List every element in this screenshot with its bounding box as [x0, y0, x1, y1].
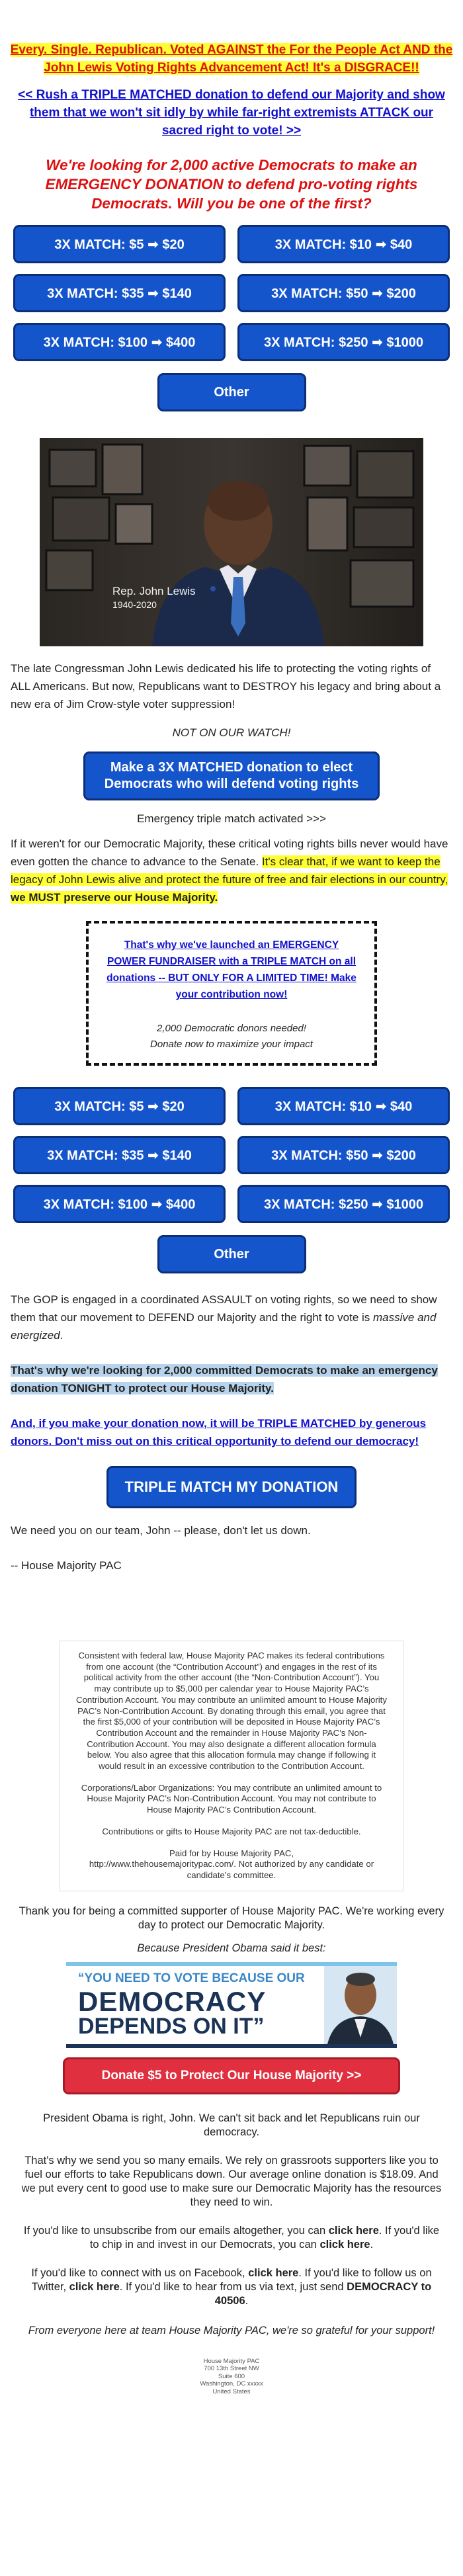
banner-quote-line1: “YOU NEED TO VOTE BECAUSE OUR [78, 1971, 305, 1985]
banner-quote-line2: DEMOCRACY [78, 1985, 267, 2017]
elect-democrats-button-label: Make a 3X MATCHED donation to elect Democrats who will defend voting rights [104, 760, 359, 791]
match-button-10[interactable]: 3X MATCH: $10 ➡ $40 [237, 1087, 450, 1125]
triple-match-paragraph-link[interactable]: And, if you make your donation now, it will be TRIPLE MATCHED by generous donors. Don't miss out on this critical opportunity to defend our democracy! [11, 1417, 427, 1447]
match-button-10[interactable]: 3X MATCH: $10 ➡ $40 [237, 225, 450, 263]
photo-scene [40, 438, 423, 646]
majority-paragraph: If it weren't for our Democratic Majority, these critical voting rights bills never would have even gotten the chance to advance to the Senate. It's clear that, if we want to keep the legacy of John Lewis alive and protect the future of free and fair elections in our country, we MUST preserve our House Majority. [11, 837, 448, 904]
mailing-address: House Majority PAC 700 13th Street NW Suite 600 Washington, DC xxxxx United States [200, 2357, 263, 2395]
obama-said-text: Because President Obama said it best: [137, 1942, 326, 1954]
match-button-grid-top [0, 225, 463, 361]
lewis-paragraph: The late Congressman John Lewis dedicated his life to protecting the voting rights of ALL Americans. But now, Republicans want to DESTROY his legacy and bring about a new era of Jim Crow-style voter suppression! [11, 662, 441, 710]
match-button-5[interactable]: 3X MATCH: $5 ➡ $20 [13, 1087, 226, 1125]
rush-donation-link[interactable]: << Rush a TRIPLE MATCHED donation to defend our Majority and show them that we won't sit idly by while far-right extremists ATTACK our sacred right to vote! >> [18, 88, 445, 138]
looking-for-text: We're looking for 2,000 active Democrats to make an EMERGENCY DONATION to defend pro-voting rights Democrats. Will you be one of the first? [45, 157, 418, 212]
match-button-grid-bottom [0, 1087, 463, 1223]
unsubscribe-text: If you'd like to unsubscribe from our emails altogether, you can click here. If you'd like to chip in and invest in our Democrats, you can click here. [23, 2224, 440, 2251]
donate-5-button[interactable] [63, 2057, 400, 2094]
legal-disclaimer [60, 1641, 403, 1891]
emergency-activated: Emergency triple match activated >>> [137, 812, 326, 825]
social-text: If you'd like to connect with us on Facebook, click here. If you'd like to follow us on Twitter, click here. If you'd like to hear from us via text, just send DEMOCRACY to 40506. [31, 2266, 432, 2307]
match-button-250[interactable]: 3X MATCH: $250 ➡ $1000 [237, 323, 450, 361]
facebook-link[interactable]: click here [248, 2266, 299, 2279]
match-button-100[interactable]: 3X MATCH: $100 ➡ $400 [13, 323, 226, 361]
twitter-link[interactable]: click here [69, 2280, 120, 2293]
match-button-50[interactable]: 3X MATCH: $50 ➡ $200 [237, 1136, 450, 1174]
match-button-35[interactable]: 3X MATCH: $35 ➡ $140 [13, 1136, 226, 1174]
match-button-5[interactable]: 3X MATCH: $5 ➡ $20 [13, 225, 226, 263]
donate-5-button-label: Donate $5 to Protect Our House Majority >> [101, 2068, 362, 2082]
signature: -- House Majority PAC [11, 1559, 122, 1572]
text-keyword: DEMOCRACY to 40506 [214, 2280, 432, 2307]
obama-quote-banner [66, 1962, 397, 2048]
committed-democrats-paragraph: That's why we're looking for 2,000 committed Democrats to make an emergency donation TONIGHT to protect our House Majority. [11, 1364, 438, 1395]
disclaimer-corporations: Corporations/Labor Organizations: You may contribute an unlimited amount to House Majority PAC’s Non-Contribution Account. You may not contribute to House Majority PAC’s Contribution Account. [81, 1782, 382, 1815]
disclaimer-paid-for-1: Paid for by House Majority PAC, [169, 1848, 294, 1858]
gop-paragraph: The GOP is engaged in a coordinated ASSAULT on voting rights, so we need to show them that our movement to DEFEND our Majority and the right to vote is massive and energized. [11, 1293, 437, 1342]
disclaimer-paid-for-2: http://www.thehousemajoritypac.com/. Not authorized by any candidate or candidate’s committee. [89, 1859, 374, 1880]
headline: Every. Single. Republican. Voted AGAINST the For the People Act AND the John Lewis Voting Rights Advancement Act! It's a DISGRACE!! [10, 43, 453, 75]
caption-name: Rep. John Lewis [112, 585, 196, 597]
match-button-other[interactable]: Other [157, 373, 306, 411]
emergency-fundraiser-box [86, 921, 377, 1066]
photo-caption [112, 585, 196, 611]
elect-democrats-button[interactable] [83, 751, 380, 800]
need-you-text: We need you on our team, John -- please, don't let us down. [11, 1524, 311, 1537]
not-on-our-watch: NOT ON OUR WATCH! [172, 726, 291, 739]
donate-now-text: Donate now to maximize your impact [150, 1039, 313, 1050]
disclaimer-tax: Contributions or gifts to House Majority PAC are not tax-deductible. [102, 1826, 361, 1836]
donors-needed: 2,000 Democratic donors needed! [157, 1023, 306, 1034]
thank-you-text: Thank you for being a committed supporter of House Majority PAC. We're working every day to protect our Democratic Majority. [19, 1905, 444, 1931]
unsubscribe-link[interactable]: click here [328, 2224, 379, 2237]
banner-quote-line3: DEPENDS ON IT” [78, 2013, 265, 2039]
closing-text: From everyone here at team House Majority PAC, we're so grateful for your support! [28, 2324, 435, 2337]
match-button-250[interactable]: 3X MATCH: $250 ➡ $1000 [237, 1185, 450, 1223]
triple-match-my-donation-button[interactable] [106, 1466, 357, 1508]
john-lewis-photo [40, 438, 423, 646]
emergency-fundraiser-link[interactable]: That's why we've launched an EMERGENCY POWER FUNDRAISER with a TRIPLE MATCH on all donations -- BUT ONLY FOR A LIMITED TIME! Make your contribution now! [106, 939, 357, 1000]
so-many-emails-text: That's why we send you so many emails. We rely on grassroots supporters like you to fuel our efforts to take Republicans down. Our average online donation is $18.09. And we put every cent to good use to make sure our Democratic Majority has the resources they need to win. [21, 2154, 442, 2208]
match-button-35[interactable]: 3X MATCH: $35 ➡ $140 [13, 274, 226, 312]
caption-years: 1940-2020 [112, 599, 157, 610]
obama-portrait [324, 1966, 397, 2044]
triple-match-my-donation-label: TRIPLE MATCH MY DONATION [124, 1479, 339, 1495]
match-button-100[interactable]: 3X MATCH: $100 ➡ $400 [13, 1185, 226, 1223]
disclaimer-allocation: Consistent with federal law, House Majority PAC makes its federal contributions from one account (the “Contribution Account”) and engages in the rest of its political activity from the other account (the “Non-Contribution Account”). You may contribute up to $5,000 per calendar year to House Majority PAC’s Contribution Account. You may contribute an unlimited amount to House Majority PAC’s Non-Contribution Account. By donating through this email, you agree that the first $5,000 of your contribution will be deposited in House Majority PAC’s Contribution Account and the remainder in House Majority PAC’s Non-Contribution Account. You may also designate a different allocation formula below. You also agree that this allocation formula may change if following it would result in an excessive contribution to the Contribution Account. [76, 1651, 387, 1772]
match-button-other[interactable]: Other [157, 1235, 306, 1273]
chip-in-link[interactable]: click here [319, 2238, 370, 2251]
obama-right-text: President Obama is right, John. We can't sit back and let Republicans ruin our democracy. [43, 2112, 420, 2138]
headline-block [0, 0, 463, 77]
match-button-50[interactable]: 3X MATCH: $50 ➡ $200 [237, 274, 450, 312]
